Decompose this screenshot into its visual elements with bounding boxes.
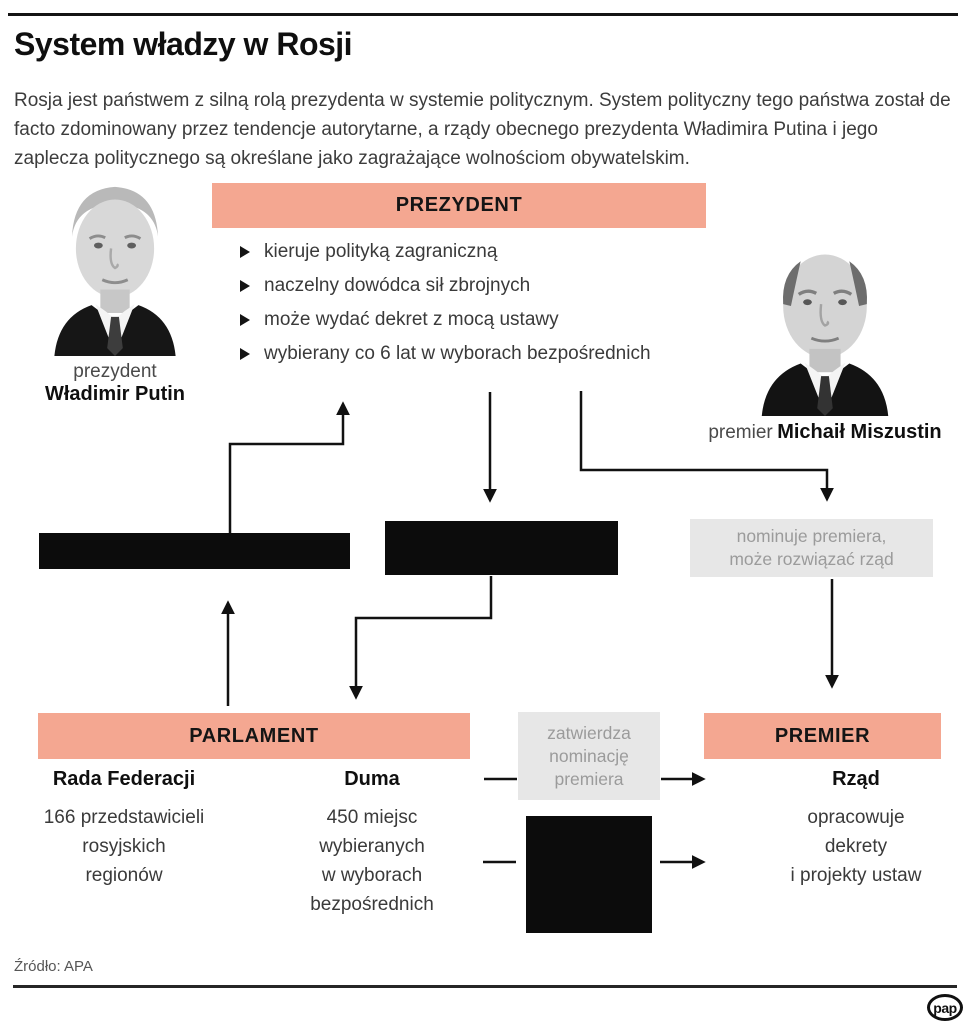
note-line: nominację bbox=[549, 745, 629, 766]
premier-header-bar bbox=[704, 713, 941, 759]
government-description bbox=[756, 803, 956, 890]
putin-figure bbox=[20, 180, 210, 406]
bullet-item bbox=[240, 274, 680, 298]
text-line: 166 przedstawicieli bbox=[43, 807, 205, 828]
bullet-text: kieruje polityką zagraniczną bbox=[264, 241, 498, 262]
federation-council-title: Rada Federacji bbox=[52, 768, 196, 790]
arrow-left-box-to-president bbox=[230, 404, 343, 533]
duma-title: Duma bbox=[344, 768, 400, 790]
source-caption: Źródło: APA bbox=[14, 958, 93, 975]
putin-photo bbox=[46, 180, 184, 356]
note-approve-nomination bbox=[518, 712, 660, 800]
bullet-text: naczelny dowódca sił zbrojnych bbox=[264, 275, 531, 296]
federation-council-description bbox=[24, 803, 224, 890]
bullet-text: może wydać dekret z mocą ustawy bbox=[264, 309, 559, 330]
note-line: może rozwiązać rząd bbox=[729, 549, 894, 569]
page-title: System władzy w Rosji bbox=[14, 26, 353, 62]
text-line: wybieranych bbox=[319, 836, 425, 857]
government-title: Rząd bbox=[832, 768, 880, 790]
note-line: nominuje premiera, bbox=[736, 526, 887, 546]
redacted-box-left bbox=[39, 533, 350, 569]
note-nominate-premier bbox=[690, 519, 933, 577]
text-line: i projekty ustaw bbox=[790, 865, 922, 886]
president-bullet-list bbox=[240, 240, 680, 376]
parliament-header-label: PARLAMENT bbox=[189, 724, 319, 747]
parliament-header-bar bbox=[38, 713, 470, 759]
bullet-text: wybierany co 6 lat w wyborach bezpośrednich bbox=[264, 343, 651, 364]
redacted-box-bottom bbox=[526, 816, 652, 933]
triangle-bullet-icon bbox=[240, 314, 250, 326]
mishustin-photo bbox=[752, 236, 898, 416]
text-line: dekrety bbox=[824, 836, 888, 857]
bullet-item bbox=[240, 240, 680, 264]
text-line: w wyborach bbox=[321, 865, 423, 886]
bullet-item bbox=[240, 308, 680, 332]
top-rule bbox=[8, 13, 958, 16]
bullet-item bbox=[240, 342, 680, 366]
text-line: bezpośrednich bbox=[310, 894, 434, 915]
triangle-bullet-icon bbox=[240, 280, 250, 292]
putin-caption-name: Władimir Putin bbox=[45, 383, 185, 405]
note-line: zatwierdza bbox=[547, 722, 631, 743]
mishustin-caption-name: Michaił Miszustin bbox=[777, 421, 942, 443]
putin-caption-role: prezydent bbox=[73, 361, 157, 382]
president-header-bar bbox=[212, 183, 706, 228]
text-line: rosyjskich bbox=[82, 836, 166, 857]
triangle-bullet-icon bbox=[240, 348, 250, 360]
text-line: opracowuje bbox=[807, 807, 905, 828]
pap-logo bbox=[927, 994, 963, 1021]
president-header-label: PREZYDENT bbox=[395, 194, 523, 216]
bottom-rule bbox=[13, 985, 957, 988]
mishustin-figure bbox=[705, 236, 945, 444]
pap-logo-text: pap bbox=[933, 999, 957, 1016]
intro-paragraph: Rosja jest państwem z silną rolą prezydenta w systemie politycznym. System polityczny tego państwa został de facto zdominowany przez tendencje autorytarne, a rządy obecnego prezydenta Władimira Putina i jego zaplecza politycznego są określane jako zagrażające wolnościom obywatelskim. bbox=[14, 90, 951, 169]
note-line: premiera bbox=[554, 768, 624, 789]
premier-header-label: PREMIER bbox=[774, 724, 871, 747]
redacted-box-center bbox=[385, 521, 618, 575]
text-line: regionów bbox=[85, 865, 163, 886]
triangle-bullet-icon bbox=[240, 246, 250, 258]
duma-description bbox=[272, 803, 472, 919]
mishustin-caption-role: premier bbox=[708, 422, 773, 443]
text-line: 450 miejsc bbox=[326, 807, 418, 828]
arrow-center-box-to-duma bbox=[356, 576, 491, 697]
